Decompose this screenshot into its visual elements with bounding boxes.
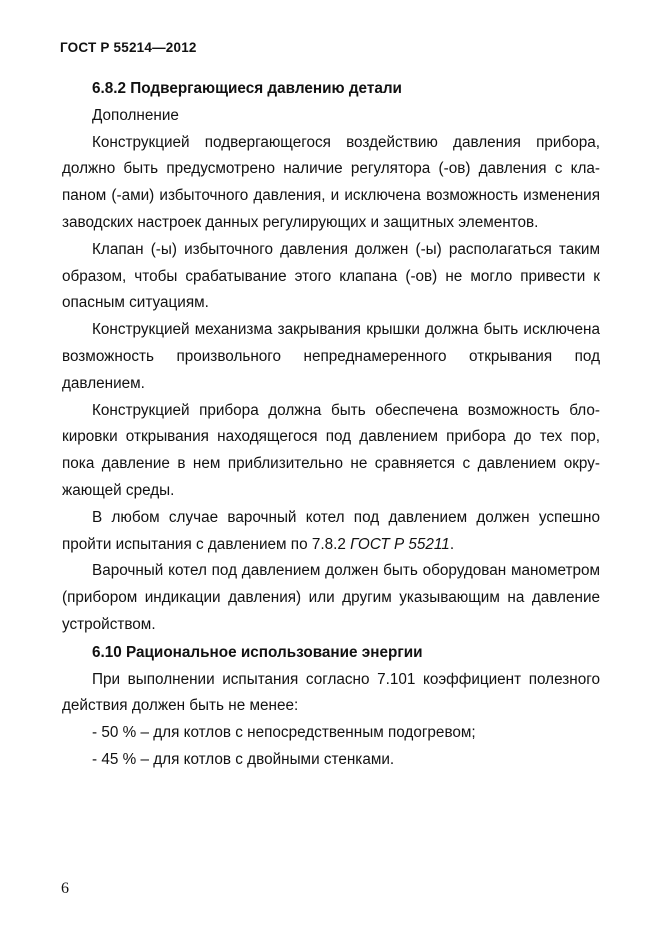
- paragraph-lid-mechanism: Конструкцией механизма закрывания крышки должна быть исключена возможность произвольного непреднамеренного открывания под давлением.: [62, 321, 600, 392]
- document-header: ГОСТ Р 55214—2012: [60, 40, 197, 55]
- paragraph-efficiency: При выполнении испытания согласно 7.101 коэффициент полезного действия должен быть не менее:: [62, 670, 600, 715]
- document-body: [62, 76, 600, 774]
- pressure-test-end: .: [449, 535, 455, 553]
- paragraph-pressure-test: [62, 505, 600, 559]
- pressure-test-text: В любом случае варочный котел под давлением должен успешно пройти испытания с давлением по 7.8.2: [62, 508, 600, 553]
- paragraph-overpressure-valve: Клапан (-ы) избыточного давления должен (-ы) располагаться таким образом, чтобы срабатывание этого клапана (-ов) не могло привести к опасным ситуациям.: [62, 240, 600, 312]
- subheading-supplement: Дополнение: [92, 106, 179, 124]
- list-item-double-walls: - 45 % – для котлов с двойными стенками.: [92, 750, 395, 768]
- standard-reference: ГОСТ Р 55211: [350, 535, 450, 553]
- list-item-direct-heating: - 50 % – для котлов с непосредственным подогревом;: [92, 724, 476, 742]
- paragraph-lid-lock: Конструкцией прибора должна быть обеспечена возможность блокировки открывания находящегося под давлением прибора до тех пор, пока давление в нем приблизительно не сравняется с давлением окружающей среды.: [62, 401, 600, 499]
- paragraph-pressure-regulator: Конструкцией подвергающегося воздействию давления прибора, должно быть предусмотрено наличие регулятора (-ов) давления с клапаном (-ами) избыточного давления, и исключена возможность изменения заводских настроек данных регулирующих и защитных элементов.: [62, 133, 600, 231]
- paragraph-manometer: Варочный котел под давлением должен быть оборудован манометром (прибором индикации давления) или другим указывающим на давление устройством.: [62, 562, 600, 633]
- page-number: 6: [61, 880, 69, 897]
- section-heading-6-10: 6.10 Рациональное использование энергии: [92, 643, 423, 661]
- section-heading-6-8-2: 6.8.2 Подвергающиеся давлению детали: [92, 80, 402, 97]
